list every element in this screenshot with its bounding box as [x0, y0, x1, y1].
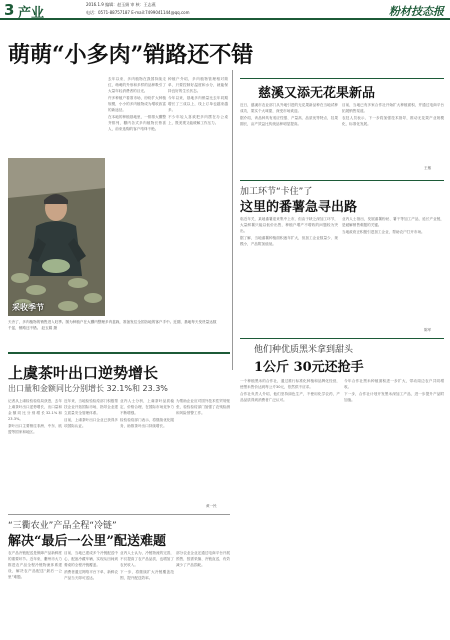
photo-caption-label: 采收季节 — [12, 303, 44, 312]
paragraph: 今年以来，基地多肉销量比去年同期增长了三成以上，线上订单也越来越多。 — [168, 96, 228, 112]
article5-headline: 上虞茶叶出口逆势增长 — [8, 364, 159, 382]
paragraph: 在本地的种植基地里，一排排大棚整齐排列，棚内各式多肉植物长势喜人，前来选购的客户络绎不绝。 — [108, 115, 166, 131]
article4-headline: 1公斤 30元还抢手 — [254, 360, 364, 375]
paragraph: 记者从上虞检验检疫局获悉，去年上虞茶叶出口逆势增长，出口量和金额同比分别增长32.1%和23.3%。 — [8, 399, 62, 421]
paragraph: 消费者通过网络平台下单，新鲜农产品当天即可送达。 — [64, 570, 118, 580]
paragraph: 下一步，合作社计划开发黑米深加工产品，进一步提升产品附加值。 — [344, 392, 444, 402]
article3-top-rule — [240, 180, 444, 181]
paragraph: 部分农业企业还通过电商平台开展预售，按需采摘、冷链直送，有效减少了产品损耗。 — [176, 551, 230, 567]
article5-column-4 — [176, 398, 230, 502]
paragraph: 近日，慈溪市农业部门从外地引进的无花果新品种在当地试种成功，果实个大味甜，深受市场欢迎。 — [240, 103, 338, 113]
article2-top-rule — [240, 78, 444, 79]
paragraph: 目前，上虞茶叶出口企业已获得多项国际认证。 — [64, 418, 118, 428]
article3-column-1 — [240, 216, 338, 334]
article6-column-1 — [8, 550, 62, 636]
column-divider — [232, 70, 233, 370]
article3-column-2 — [342, 216, 444, 328]
article1-headline: 萌萌“小多肉”销路还不错 — [8, 42, 254, 68]
paragraph: 一个种植黑米的合作社，通过推行标准化种植和品牌化经营，使黑米售价达到每公斤30元，依然供不应求。 — [240, 379, 340, 389]
article2-column-1 — [240, 102, 338, 174]
article6-top-rule — [8, 514, 230, 515]
page-number: 3 — [4, 1, 15, 19]
article5-top-rule — [8, 352, 230, 354]
paragraph: 农技人员表示，下一步将加强技术指导，推动无花果产业规模化、标准化发展。 — [342, 116, 444, 126]
paragraph: 种植户介绍，多肉植物管理相对简单，只要控制好温度和水分，就能保持良好的生长状态。 — [168, 77, 228, 93]
article3-headline: 这里的番薯急寻出路 — [240, 200, 358, 215]
paragraph: 目前，当地已有多家合作社开始扩大种植面积，并通过电商平台拓展销售渠道。 — [342, 103, 444, 113]
paragraph: 据了解，当地番薯种植面积逐年扩大，但加工企业数量少、规模小，产品附加值低。 — [240, 236, 338, 246]
article6-column-4 — [176, 550, 230, 636]
editor-info: 编辑：赵玉娟 审 核：王志燕 — [105, 2, 156, 7]
article2-headline: 慈溪又添无花果新品 — [258, 86, 376, 101]
contact-info: 电话：0571-88757187 E-mail:7499041144@qq.com — [86, 10, 190, 15]
paragraph: 去年以来，多肉植物在我国持续走红，萌萌的外形和多样的品种吸引了大量年轻消费者的目光。 — [108, 77, 166, 93]
paragraph: 据介绍，该品种具有适应性强、产量高、品质优等特点，挂果期长，亩产效益比传统品种明显提高。 — [240, 116, 338, 126]
paragraph: 临近年关，某地番薯迎来集中上市，但由于缺乏深加工环节，大量鲜薯只能以低价出售，种植户增产不增收的问题较为突出。 — [240, 217, 338, 233]
paragraph: 业内人士分析，上虞茶叶品质稳定、价格合理，在国际市场竞争力不断增强。 — [120, 399, 174, 415]
article5-credit: 黄一民 — [206, 504, 217, 508]
paragraph: 农产品冷链配送是保障产品新鲜度的重要环节。近年来，衢州市大力推进农产品全程冷链物流体系建设，解决农产品配送“最后一公里”难题。 — [8, 551, 62, 579]
newspaper-name: 粉材技态报 — [389, 5, 444, 18]
article3-credit: 陈军 — [424, 328, 432, 332]
paragraph: 近年来，当地检验检疫部门积极帮扶企业开拓国际市场，指导企业建立质量安全管理体系。 — [64, 399, 118, 415]
article3-kicker: 加工环节“卡住”了 — [240, 187, 313, 197]
issue-date: 2016.1.9 — [86, 2, 104, 7]
article6-kicker: “三衢农业”产品全程“冷链” — [8, 521, 117, 531]
article2-column-2 — [342, 102, 444, 166]
photo-image — [8, 158, 105, 316]
photo-caption — [8, 320, 218, 331]
paragraph: 茶叶出口主要销往非洲、中东、欧盟等国家和地区。 — [8, 424, 62, 434]
paragraph: 为帮助企业应对国外技术性贸易壁垒，检验检疫部门加强了农残检测和风险预警工作。 — [176, 399, 230, 415]
paragraph: 下一步，将继续扩大冷链覆盖范围，提升配送效率。 — [120, 570, 174, 580]
article2-credit: 王敏 — [424, 166, 432, 170]
paragraph: 今年合作社黑米种植面积进一步扩大，带动周边农户共同增收。 — [344, 379, 444, 389]
article6-column-2 — [64, 550, 118, 636]
section-name: 产业 — [18, 6, 45, 21]
photo-credit: 赵玉娟 摄 — [41, 325, 58, 330]
paragraph: 不少年轻人喜欢把多肉摆在办公桌上，既美观又能缓解工作压力。 — [168, 115, 228, 125]
paragraph: 当地政府正积极引进加工企业，帮助农户打开市场。 — [342, 230, 425, 234]
article4-kicker: 他们种优质黑米拿到甜头 — [254, 345, 354, 355]
farmer-photo — [8, 158, 105, 316]
paragraph: 许多种植户看准市场，纷纷扩大种植规模，小小的多肉植物成为增收致富的新途径。 — [108, 96, 166, 112]
paragraph: 合作社负责人介绍，他们坚持绿色生产，不使用化学农药，产品品质得到消费者广泛认可。 — [240, 392, 340, 402]
paragraph: 检验检疫部门表示，将继续优化服务，助推茶叶出口持续增长。 — [120, 418, 174, 428]
article5-subhead: 出口量和金额同比分别增长 32.1%和 23.3% — [8, 384, 168, 393]
article5-column-1 — [8, 398, 62, 510]
article1-column-1 — [108, 76, 166, 316]
article5-column-3 — [120, 398, 174, 510]
paragraph: 目前，当地已建成多个冷链配送中心，配备冷藏车辆，实现从田间到餐桌的全程冷链覆盖。 — [64, 551, 118, 567]
article1-column-2 — [168, 76, 228, 316]
article6-headline: 解决“最后一公里”配送难题 — [8, 534, 166, 549]
paragraph: 业内人士认为，冷链物流的完善，不仅提高了农产品品质，也增加了农民收入。 — [120, 551, 174, 567]
article4-top-rule — [240, 338, 444, 339]
paragraph: 业内人士指出，发展番薯粉丝、薯干等加工产品，延长产业链，是破解销售难题的关键。 — [342, 217, 444, 227]
article5-column-2 — [64, 398, 118, 510]
article6-column-3 — [120, 550, 174, 636]
caption-text: 天冷了，多肉植物的销售进入旺季。图为种植户在大棚内整理多肉盆栽，准备发往全国各地的客户手中。近期，基地每天发货量达数千盆，销路还不错。 — [8, 320, 217, 330]
page-header — [0, 0, 450, 20]
